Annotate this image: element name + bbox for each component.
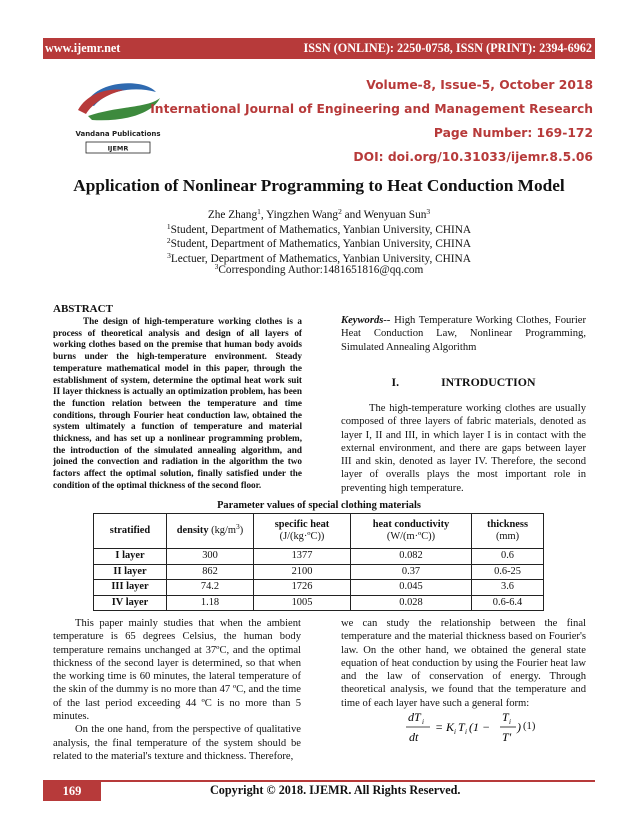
table-cell: 300 <box>167 549 254 565</box>
author-block <box>0 208 638 266</box>
th-density <box>167 514 254 549</box>
table-cell: 1377 <box>254 549 351 565</box>
th-density-unit: $(kg/m^3)$ <box>211 522 244 536</box>
abstract-heading: ABSTRACT <box>53 303 113 315</box>
affiliation-1-sup: 1 <box>166 221 171 231</box>
th-heat-conductivity-label: heat conductivity <box>372 519 450 530</box>
affiliation-3-text: Lectuer, Department of Mathematics, Yanbian University, CHINA <box>170 252 471 265</box>
paper-title: Application of Nonlinear Programming to Heat Conduction Model <box>73 176 565 195</box>
eq-close: ) <box>517 720 521 734</box>
corresponding-sup: 3 <box>214 262 219 271</box>
section-number: I. <box>391 375 400 389</box>
th-thickness <box>472 514 544 549</box>
eq-inner-den: T' <box>502 730 512 744</box>
table-cell: II layer <box>94 564 167 580</box>
table-cell: 0.37 <box>351 564 472 580</box>
th-thickness-unit: (mm) <box>495 531 520 542</box>
author-1: Zhe Zhang <box>207 209 258 221</box>
affiliation-2 <box>0 237 638 252</box>
equation-1 <box>396 707 576 747</box>
logo-publisher-text: Vandana Publications <box>75 130 161 138</box>
section-heading-introduction <box>341 375 586 390</box>
materials-table <box>93 513 544 611</box>
eq-equals: = <box>435 720 444 734</box>
eq-inner-num-sub: i <box>509 718 511 726</box>
author-2-sup: 2 <box>338 207 342 216</box>
eq-k: K <box>446 720 455 734</box>
table-cell: 3.6 <box>472 580 544 596</box>
eq-denominator: dt <box>409 730 419 744</box>
eq-inner-num: T <box>502 710 509 724</box>
journal-name: International Journal of Engineering and Management Research <box>150 102 593 116</box>
corresponding-author <box>0 264 638 276</box>
table-cell: 1.18 <box>167 595 254 611</box>
table-row <box>94 580 544 596</box>
table-cell: 1005 <box>254 595 351 611</box>
body-paragraph: we can study the relationship between the final temperature and the material thickness based on Fourier's law. On the other hand, we obtained the general state equation of heat conduction by using the Fourier heat law and the law of conservation of energy. Through theoretical analysis, we found that the temperature and time of each layer have such a general form: <box>341 618 586 709</box>
th-specific-heat <box>254 514 351 549</box>
eq-one-minus: (1 − <box>469 720 491 734</box>
volume-info: Volume-8, Issue-5, October 2018 <box>366 78 593 92</box>
table-cell: 0.028 <box>351 595 472 611</box>
table-cell: 0.6-6.4 <box>472 595 544 611</box>
table-cell: III layer <box>94 580 167 596</box>
table-row <box>94 595 544 611</box>
doi-label: DOI: <box>353 150 384 164</box>
affiliation-2-sup: 2 <box>166 236 171 245</box>
website-link[interactable]: www.ijemr.net <box>45 41 121 55</box>
table-cell: 0.6 <box>472 549 544 565</box>
affiliation-1-text: Student, Department of Mathematics, Yanbian University, CHINA <box>170 223 472 236</box>
header-bar <box>43 38 595 59</box>
table-cell: 2100 <box>254 564 351 580</box>
eq-k-sub: i <box>454 728 456 736</box>
corresponding-email[interactable]: Corresponding Author:1481651816@qq.com <box>218 264 424 276</box>
eq-t-sub: i <box>465 728 467 736</box>
table-cell: 0.082 <box>351 549 472 565</box>
table-cell: I layer <box>94 549 167 565</box>
affiliation-3-sup: 3 <box>167 250 171 260</box>
table-header-row <box>94 514 544 549</box>
th-thickness-label: thickness <box>487 519 528 530</box>
table-cell: 0.045 <box>351 580 472 596</box>
affiliation-1 <box>0 223 638 238</box>
th-specific-heat-label: specific heat <box>274 519 330 530</box>
eq-num-sub: i <box>422 718 424 726</box>
th-stratified-label: stratified <box>109 525 151 536</box>
body-left-column <box>53 617 301 763</box>
table-cell: IV layer <box>94 595 167 611</box>
table-caption: Parameter values of special clothing materials <box>217 500 421 511</box>
intro-paragraph: The high-temperature working clothes are usually composed of three layers of fabric materials, denoted as layer I, II and III, in which layer I is in contact with the external environment, and there are gaps between layer III and skin, denoted as layer IV. Therefore, the second layer of overalls plays the most important role in preventing high temperature. <box>341 403 586 494</box>
th-heat-conductivity-unit: (W/(m·ºC)) <box>386 531 436 542</box>
th-heat-conductivity <box>351 514 472 549</box>
logo-swoosh-green <box>88 98 160 120</box>
eq-numerator: dT <box>408 710 421 724</box>
th-density-label: density <box>176 525 209 536</box>
eq-t: T <box>458 720 465 734</box>
logo-badge-text: IJEMR <box>107 144 129 153</box>
keywords <box>341 314 586 354</box>
issn-text: ISSN (ONLINE): 2250-0758, ISSN (PRINT): 2394-6962 <box>303 41 592 55</box>
doi-info <box>353 150 593 164</box>
author-1-sup: 1 <box>257 207 261 216</box>
table-row <box>94 549 544 565</box>
equation-number: (1) <box>523 721 536 732</box>
th-stratified <box>94 514 167 549</box>
affiliation-2-text: Student, Department of Mathematics, Yanbian University, CHINA <box>170 238 472 250</box>
author-2: , Yingzhen Wang <box>260 209 339 221</box>
section-title: INTRODUCTION <box>441 375 536 389</box>
keywords-text: High Temperature Working Clothes, Fourier Heat Conduction Law, Nonlinear Programming, Simulated Annealing Algorithm <box>341 315 586 353</box>
table-cell: 862 <box>167 564 254 580</box>
abstract-text: The design of high-temperature working clothes is a process of theoretical analysis and design of all layers of working clothes based on the premise that human body avoids burns under the high-temperature environment. Steady temperature mathematical model in this paper, through the establishment of system, determine the optimal heat work suit II layer thickness is actually an optimization problem, has been the function relation between the temperature and time conditions, through Fourier heat conduction law, obtained the system ultimately a function of temperature and material thickness, and has set up a nonlinear programming problem, the introduction of the simulated annealing algorithm, and joined the convection and radiation in the algorithm the two factors affect the optimal solution, finally satisfied under the condition of the optimal thickness of the second floor. <box>53 316 302 490</box>
page-number-info: Page Number: 169-172 <box>433 126 593 140</box>
author-3-sup: 3 <box>426 207 431 216</box>
doi-link[interactable]: doi.org/10.31033/ijemr.8.5.06 <box>387 150 593 164</box>
table-row <box>94 564 544 580</box>
table-cell: 1726 <box>254 580 351 596</box>
keywords-label: Keywords-- <box>341 315 391 326</box>
body-paragraph: This paper mainly studies that when the ambient temperature is 65 degrees Celsius, the human body temperature remains unchanged at 37ºC, and the optimal thickness of the second layer is determined, so that when the working time is 60 minutes, the lateral temperature of the skin of the dummy is no more than 47 ºC, and the time of the last period exceeding 44 ºC is no more than 5 minutes. <box>53 618 301 723</box>
th-specific-heat-unit: (J/(kg·ºC)) <box>279 531 325 542</box>
author-3: and Wenyuan Sun <box>341 209 427 221</box>
author-line <box>0 208 638 223</box>
copyright-text: Copyright © 2018. IJEMR. All Rights Reserved. <box>210 783 461 797</box>
body-paragraph: On the one hand, from the perspective of qualitative analysis, the final temperature of the system should be related to the material's texture and thickness. Therefore, <box>53 724 301 762</box>
table-cell: 74.2 <box>167 580 254 596</box>
body-right-column <box>341 617 586 710</box>
page-number-badge: 169 <box>43 781 101 801</box>
table-cell: 0.6-25 <box>472 564 544 580</box>
